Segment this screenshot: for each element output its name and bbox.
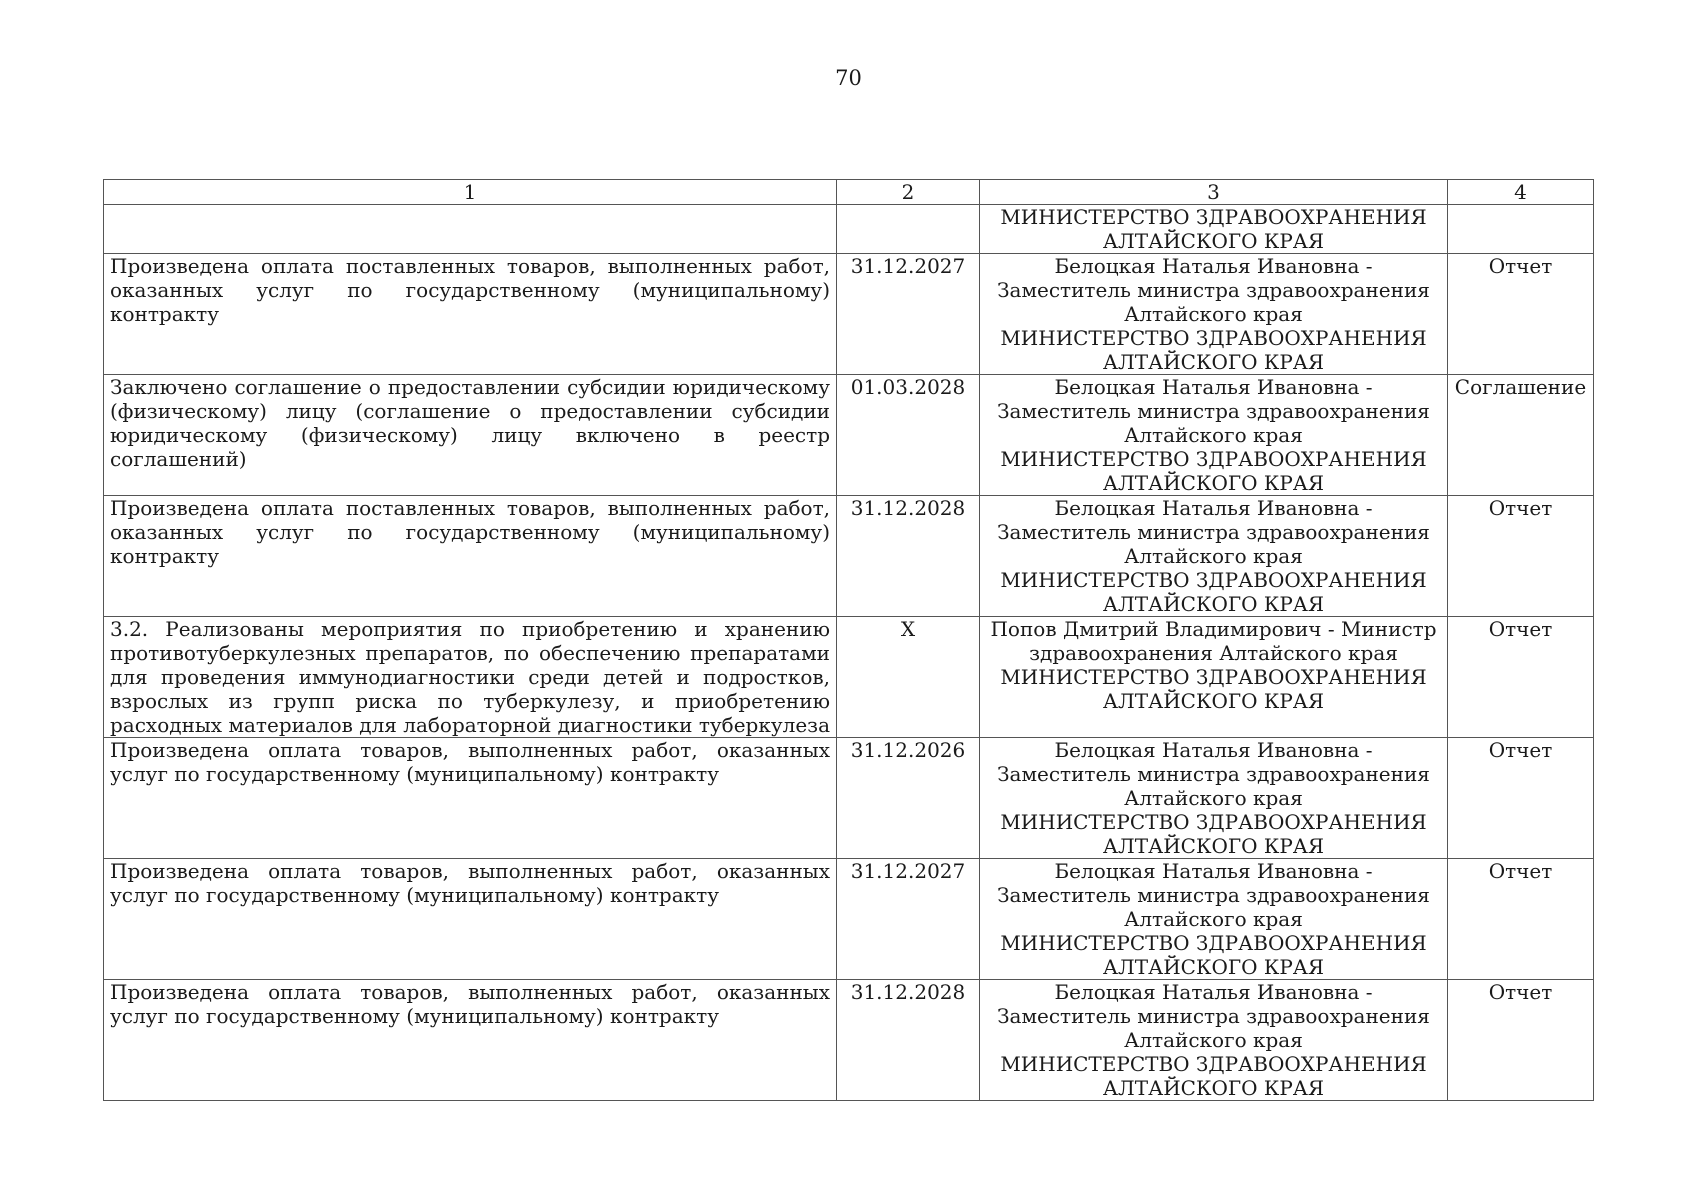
document-cell: Отчет (1448, 254, 1594, 375)
responsible-person: Белоцкая Наталья Ивановна - Заместитель министра здравоохранения Алтайского края (997, 859, 1430, 931)
document-cell: Отчет (1448, 980, 1594, 1101)
column-header: 4 (1448, 180, 1594, 205)
organization-name: МИНИСТЕРСТВО ЗДРАВООХРАНЕНИЯ АЛТАЙСКОГО КРАЯ (1000, 810, 1427, 858)
event-cell (104, 205, 837, 254)
event-cell: Произведена оплата товаров, выполненных работ, оказанных услуг по государственному (муниципальному) контракту (104, 859, 837, 980)
event-cell: Произведена оплата поставленных товаров, выполненных работ, оказанных услуг по государственному (муниципальному) контракту (104, 254, 837, 375)
document-cell: Отчет (1448, 617, 1594, 738)
column-header: 3 (980, 180, 1448, 205)
responsible-cell (980, 375, 1448, 496)
organization-name: МИНИСТЕРСТВО ЗДРАВООХРАНЕНИЯ АЛТАЙСКОГО КРАЯ (1000, 931, 1427, 979)
event-cell: Заключено соглашение о предоставлении субсидии юридическому (физическому) лицу (соглашение о предоставлении субсидии юридическому (физическому) лицу включено в реестр соглашений) (104, 375, 837, 496)
date-cell: 31.12.2027 (837, 254, 980, 375)
table-row (104, 496, 1594, 617)
document-cell (1448, 205, 1594, 254)
responsible-person: Белоцкая Наталья Ивановна - Заместитель министра здравоохранения Алтайского края (997, 254, 1430, 326)
date-cell: 31.12.2028 (837, 496, 980, 617)
responsible-cell (980, 205, 1448, 254)
organization-name: МИНИСТЕРСТВО ЗДРАВООХРАНЕНИЯ АЛТАЙСКОГО КРАЯ (1000, 326, 1427, 374)
table-row (104, 738, 1594, 859)
organization-name: МИНИСТЕРСТВО ЗДРАВООХРАНЕНИЯ АЛТАЙСКОГО КРАЯ (1000, 1052, 1427, 1100)
responsible-person: Попов Дмитрий Владимирович - Министр здравоохранения Алтайского края (990, 617, 1437, 665)
date-cell: X (837, 617, 980, 738)
table-row (104, 859, 1594, 980)
page-number: 70 (835, 66, 862, 90)
responsible-cell (980, 254, 1448, 375)
responsible-cell (980, 496, 1448, 617)
date-cell: 31.12.2026 (837, 738, 980, 859)
responsible-cell (980, 738, 1448, 859)
date-cell: 31.12.2028 (837, 980, 980, 1101)
organization-name: МИНИСТЕРСТВО ЗДРАВООХРАНЕНИЯ АЛТАЙСКОГО КРАЯ (1000, 665, 1427, 713)
organization-name: МИНИСТЕРСТВО ЗДРАВООХРАНЕНИЯ АЛТАЙСКОГО КРАЯ (1000, 447, 1427, 495)
event-cell: Произведена оплата товаров, выполненных работ, оказанных услуг по государственному (муниципальному) контракту (104, 738, 837, 859)
document-cell: Отчет (1448, 496, 1594, 617)
document-cell: Отчет (1448, 859, 1594, 980)
table-row-section (104, 617, 1594, 738)
responsible-person: Белоцкая Наталья Ивановна - Заместитель министра здравоохранения Алтайского края (997, 375, 1430, 447)
table-row-continuation (104, 205, 1594, 254)
date-cell: 31.12.2027 (837, 859, 980, 980)
responsible-cell (980, 859, 1448, 980)
event-cell: Произведена оплата поставленных товаров, выполненных работ, оказанных услуг по государственному (муниципальному) контракту (104, 496, 837, 617)
table-row (104, 375, 1594, 496)
responsible-person: Белоцкая Наталья Ивановна - Заместитель министра здравоохранения Алтайского края (997, 496, 1430, 568)
date-cell (837, 205, 980, 254)
column-header: 1 (104, 180, 837, 205)
event-cell: 3.2. Реализованы мероприятия по приобретению и хранению противотуберкулезных препаратов, по обеспечению препаратами для проведения иммунодиагностики среди детей и подростков, взрослых из групп риска по туберкулезу, и приобретению расходных материалов для лабораторной диагностики туберкулеза (104, 617, 837, 738)
organization-name: МИНИСТЕРСТВО ЗДРАВООХРАНЕНИЯ АЛТАЙСКОГО КРАЯ (1000, 568, 1427, 616)
document-cell: Отчет (1448, 738, 1594, 859)
responsible-cell (980, 980, 1448, 1101)
table-row (104, 980, 1594, 1101)
table-header-row (104, 180, 1594, 205)
responsible-person: Белоцкая Наталья Ивановна - Заместитель министра здравоохранения Алтайского края (997, 980, 1430, 1052)
responsible-person: Белоцкая Наталья Ивановна - Заместитель министра здравоохранения Алтайского края (997, 738, 1430, 810)
event-cell: Произведена оплата товаров, выполненных работ, оказанных услуг по государственному (муниципальному) контракту (104, 980, 837, 1101)
date-cell: 01.03.2028 (837, 375, 980, 496)
column-header: 2 (837, 180, 980, 205)
responsible-cell (980, 617, 1448, 738)
table-row (104, 254, 1594, 375)
plan-table (103, 179, 1594, 1101)
organization-name: МИНИСТЕРСТВО ЗДРАВООХРАНЕНИЯ АЛТАЙСКОГО КРАЯ (1000, 205, 1427, 253)
document-cell: Соглашение (1448, 375, 1594, 496)
